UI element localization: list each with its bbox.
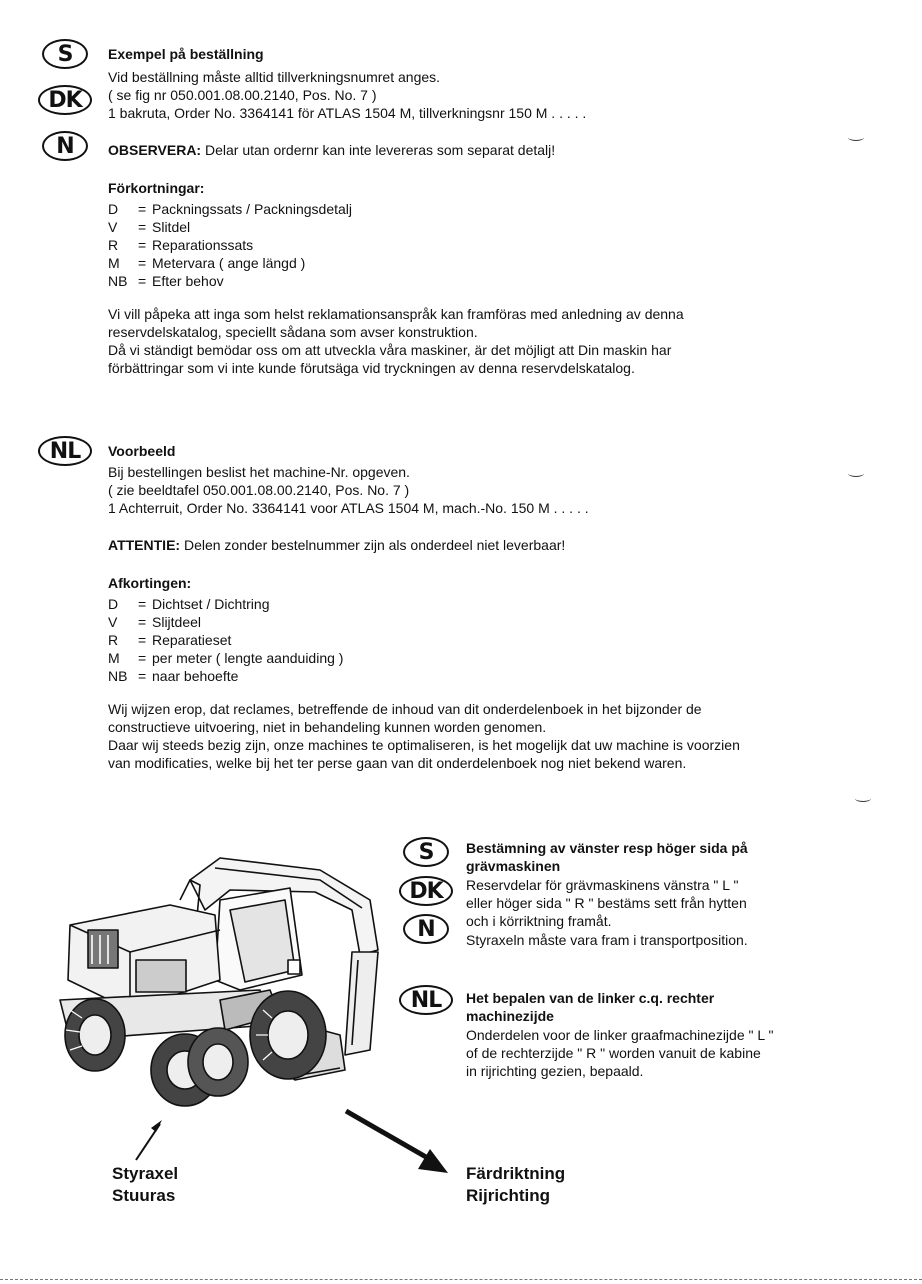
scan-mark xyxy=(855,795,871,802)
nl-heading: Voorbeeld xyxy=(108,443,176,459)
equals-sign: = xyxy=(138,219,147,235)
nl-para-4: van modificaties, welke bij het ter perse gaan van dit onderdelenboek nog niet bekend waren. xyxy=(108,755,687,771)
abbr-value: Reparatieset xyxy=(152,632,232,648)
page-edge-line xyxy=(0,1279,922,1280)
nl-abbr-row xyxy=(108,613,343,631)
abbr-value: Dichtset / Dichtring xyxy=(152,596,270,612)
sv-para-1: Vi vill påpeka att inga som helst reklamationsanspråk kan framföras med anledning av denna xyxy=(108,306,684,322)
nl-abbr-list xyxy=(108,595,343,685)
abbr-value: Metervara ( ange längd ) xyxy=(152,255,306,271)
side-badge-n: N xyxy=(403,914,449,944)
nl-abbr-row xyxy=(108,595,343,613)
equals-sign: = xyxy=(138,201,147,217)
label-styraxel: Styraxel xyxy=(112,1164,179,1183)
equals-sign: = xyxy=(138,255,147,271)
label-stuuras: Stuuras xyxy=(112,1186,176,1205)
sv-para-3: Då vi ständigt bemödar oss om att utveckla våra maskiner, är det möjligt att Din maskin har xyxy=(108,342,672,358)
abbr-key: R xyxy=(108,237,119,253)
abbr-key: V xyxy=(108,614,118,630)
steering-axle-arrow xyxy=(120,1118,170,1168)
nl-abbr-row xyxy=(108,631,343,649)
nl-para-1: Wij wijzen erop, dat reclames, betreffende de inhoud van dit onderdelenboek in het bijzonder de xyxy=(108,701,702,717)
side-sv-heading-2: grävmaskinen xyxy=(466,858,561,874)
equals-sign: = xyxy=(138,237,147,253)
label-fardriktning: Färdriktning xyxy=(466,1164,566,1183)
sv-para-4: förbättringar som vi inte kunde förutsäga vid tryckningen av denna reservdelskatalog. xyxy=(108,360,635,376)
abbr-key: NB xyxy=(108,668,128,684)
nl-note-label: ATTENTIE: xyxy=(108,537,181,553)
side-badge-dk: DK xyxy=(399,876,453,906)
abbr-value: Efter behov xyxy=(152,273,224,289)
language-badge-s: S xyxy=(42,39,88,69)
label-rijrichting: Rijrichting xyxy=(466,1186,551,1205)
abbr-value: naar behoefte xyxy=(152,668,239,684)
abbr-key: V xyxy=(108,219,118,235)
nl-para-3: Daar wij steeds bezig zijn, onze machines te optimaliseren, is het mogelijk dat uw machine is voorzien xyxy=(108,737,740,753)
sv-abbr-row xyxy=(108,254,352,272)
side-sv-line-3: och i körriktning framåt. xyxy=(466,913,612,929)
side-sv-line-2: eller höger sida " R " bestäms sett från hytten xyxy=(466,895,747,911)
sv-abbr-heading: Förkortningar: xyxy=(108,180,205,196)
side-nl-line-2: of de rechterzijde " R " worden vanuit de kabine xyxy=(466,1045,761,1061)
sv-line-3: 1 bakruta, Order No. 3364141 för ATLAS 1504 M, tillverkningsnr 150 M . . . . . xyxy=(108,105,587,121)
sv-line-1: Vid beställning måste alltid tillverkningsnumret anges. xyxy=(108,69,441,85)
equals-sign: = xyxy=(138,596,147,612)
equals-sign: = xyxy=(138,614,147,630)
sv-note-text: Delar utan ordernr kan inte levereras som separat detalj! xyxy=(201,142,556,158)
nl-line-3: 1 Achterruit, Order No. 3364141 voor ATLAS 1504 M, mach.-No. 150 M . . . . . xyxy=(108,500,589,516)
nl-line-1: Bij bestellingen beslist het machine-Nr. opgeven. xyxy=(108,464,410,480)
abbr-value: per meter ( lengte aanduiding ) xyxy=(152,650,344,666)
abbr-key: NB xyxy=(108,273,128,289)
side-sv-line-4: Styraxeln måste vara fram i transportposition. xyxy=(466,932,748,948)
abbr-key: D xyxy=(108,596,119,612)
equals-sign: = xyxy=(138,273,147,289)
side-sv-line-1: Reservdelar för grävmaskinens vänstra " L " xyxy=(466,877,739,893)
language-badge-dk: DK xyxy=(38,85,92,115)
side-badge-nl: NL xyxy=(399,985,453,1015)
sv-abbr-row xyxy=(108,272,352,290)
language-badge-n: N xyxy=(42,131,88,161)
abbr-key: D xyxy=(108,201,119,217)
side-badge-s: S xyxy=(403,837,449,867)
side-nl-line-3: in rijrichting gezien, bepaald. xyxy=(466,1063,644,1079)
side-sv-heading-1: Bestämning av vänster resp höger sida på xyxy=(466,840,748,856)
abbr-value: Reparationssats xyxy=(152,237,254,253)
scan-mark xyxy=(848,134,864,141)
sv-para-2: reservdelskatalog, speciellt sådana som avser konstruktion. xyxy=(108,324,478,340)
sv-note-label: OBSERVERA: xyxy=(108,142,202,158)
sv-abbr-row xyxy=(108,200,352,218)
sv-heading: Exempel på beställning xyxy=(108,46,264,62)
sv-abbr-row xyxy=(108,218,352,236)
equals-sign: = xyxy=(138,632,147,648)
abbr-key: R xyxy=(108,632,119,648)
nl-abbr-row xyxy=(108,649,343,667)
nl-note xyxy=(108,537,565,555)
side-nl-heading-1: Het bepalen van de linker c.q. rechter xyxy=(466,990,715,1006)
side-nl-heading-2: machinezijde xyxy=(466,1008,554,1024)
sv-abbr-row xyxy=(108,236,352,254)
nl-line-2: ( zie beeldtafel 050.001.08.00.2140, Pos. No. 7 ) xyxy=(108,482,410,498)
nl-abbr-heading: Afkortingen: xyxy=(108,575,192,591)
equals-sign: = xyxy=(138,650,147,666)
equals-sign: = xyxy=(138,668,147,684)
sv-abbr-list xyxy=(108,200,352,290)
abbr-value: Packningssats / Packningsdetalj xyxy=(152,201,352,217)
nl-abbr-row xyxy=(108,667,343,685)
excavator-illustration xyxy=(40,840,400,1110)
travel-direction-arrow xyxy=(340,1105,455,1180)
sv-note xyxy=(108,142,555,160)
abbr-key: M xyxy=(108,650,120,666)
nl-para-2: constructieve uitvoering, niet in behandeling kunnen worden genomen. xyxy=(108,719,547,735)
abbr-value: Slijtdeel xyxy=(152,614,202,630)
scan-mark xyxy=(848,470,864,477)
sv-line-2: ( se fig nr 050.001.08.00.2140, Pos. No. 7 ) xyxy=(108,87,377,103)
abbr-key: M xyxy=(108,255,120,271)
abbr-value: Slitdel xyxy=(152,219,191,235)
nl-note-text: Delen zonder bestelnummer zijn als onderdeel niet leverbaar! xyxy=(180,537,566,553)
language-badge-nl: NL xyxy=(38,436,92,466)
side-nl-line-1: Onderdelen voor de linker graafmachinezijde " L " xyxy=(466,1027,774,1043)
